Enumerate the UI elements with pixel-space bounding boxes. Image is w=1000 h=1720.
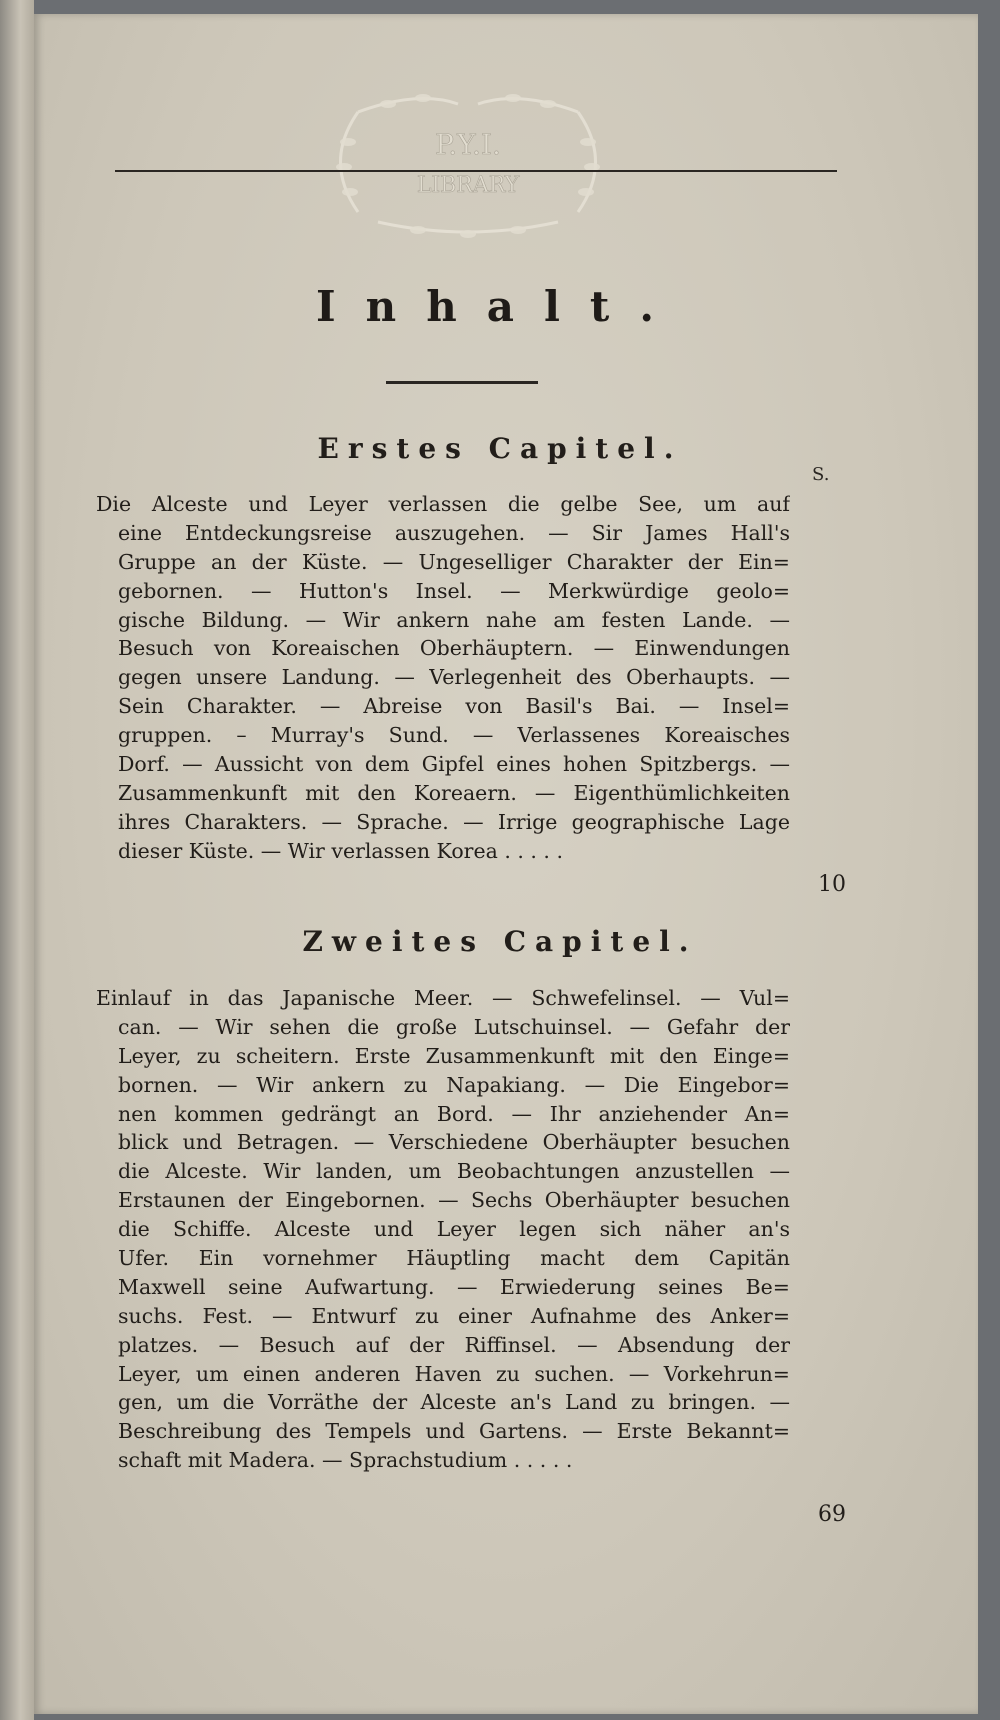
summary-line: die Schiffe. Alceste und Leyer legen sich näher an's	[118, 1217, 790, 1242]
summary-line: gische Bildung. — Wir ankern nahe am festen Lande. —	[118, 607, 790, 632]
page-title: Inhalt.	[316, 282, 684, 331]
summary-line: Leyer, zu scheitern. Erste Zusammenkunft mit den Einge=	[118, 1043, 790, 1068]
chapter-2-page-number: 69	[818, 1502, 846, 1527]
summary-line: Besuch von Koreaischen Oberhäuptern. — Einwendungen	[118, 636, 790, 661]
summary-line: Einlauf in das Japanische Meer. — Schwefelinsel. — Vul=	[96, 986, 790, 1010]
summary-line: Sein Charakter. — Abreise von Basil's Bai. — Insel=	[118, 694, 790, 719]
chapter-1-heading: Erstes Capitel.	[317, 432, 683, 465]
summary-line: dieser Küste. — Wir verlassen Korea . . . . .	[118, 838, 563, 863]
summary-line: gruppen. – Murray's Sund. — Verlassenes Koreaisches	[118, 723, 790, 748]
chapter-1-summary	[96, 490, 790, 866]
summary-line: Die Alceste und Leyer verlassen die gelbe See, um auf	[96, 492, 790, 516]
summary-line: platzes. — Besuch auf der Riffinsel. — Absendung der	[118, 1332, 790, 1357]
chapter-2-summary	[96, 984, 790, 1475]
summary-line: Ufer. Ein vornehmer Häuptling macht dem Capitän	[118, 1246, 790, 1271]
summary-line: nen kommen gedrängt an Bord. — Ihr anziehender An=	[118, 1101, 790, 1126]
library-embossed-stamp	[318, 92, 618, 238]
summary-line: schaft mit Madera. — Sprachstudium . . . . .	[118, 1448, 573, 1473]
signature-mark: S.	[812, 464, 830, 485]
title-rule	[386, 381, 538, 384]
svg-text:LIBRARY: LIBRARY	[416, 173, 520, 198]
summary-line: can. — Wir sehen die große Lutschuinsel. — Gefahr der	[118, 1014, 790, 1039]
summary-line: suchs. Fest. — Entwurf zu einer Aufnahme des Anker=	[118, 1303, 790, 1328]
summary-line: gegen unsere Landung. — Verlegenheit des Oberhaupts. —	[118, 665, 790, 690]
chapter-2-heading: Zweites Capitel.	[302, 925, 698, 958]
summary-line: Dorf. — Aussicht von dem Gipfel eines hohen Spitzbergs. —	[118, 752, 790, 777]
header-rule	[115, 170, 837, 172]
adjacent-page-edge	[0, 0, 34, 1720]
summary-line: gen, um die Vorräthe der Alceste an's Land zu bringen. —	[118, 1390, 790, 1415]
summary-line: Erstaunen der Eingebornen. — Sechs Oberhäupter besuchen	[118, 1188, 790, 1213]
summary-line: gebornen. — Hutton's Insel. — Merkwürdige geolo=	[118, 578, 790, 603]
summary-line: bornen. — Wir ankern zu Napakiang. — Die Eingebor=	[118, 1072, 790, 1097]
summary-line: Gruppe an der Küste. — Ungeselliger Charakter der Ein=	[118, 549, 790, 574]
chapter-1-page-number: 10	[818, 872, 846, 897]
summary-line: blick und Betragen. — Verschiedene Oberhäupter besuchen	[118, 1130, 790, 1155]
summary-line: Beschreibung des Tempels und Gartens. — Erste Bekannt=	[118, 1419, 790, 1444]
summary-line: ihres Charakters. — Sprache. — Irrige geographische Lage	[118, 809, 790, 834]
summary-line: Zusammenkunft mit den Koreaern. — Eigenthümlichkeiten	[118, 780, 790, 805]
summary-line: eine Entdeckungsreise auszugehen. — Sir James Hall's	[118, 520, 790, 545]
summary-line: die Alceste. Wir landen, um Beobachtungen anzustellen —	[118, 1159, 790, 1184]
summary-line: Maxwell seine Aufwartung. — Erwiederung seines Be=	[118, 1274, 790, 1299]
summary-line: Leyer, um einen anderen Haven zu suchen. — Vorkehrun=	[118, 1361, 790, 1386]
svg-text:P.Y.I.: P.Y.I.	[435, 128, 501, 161]
